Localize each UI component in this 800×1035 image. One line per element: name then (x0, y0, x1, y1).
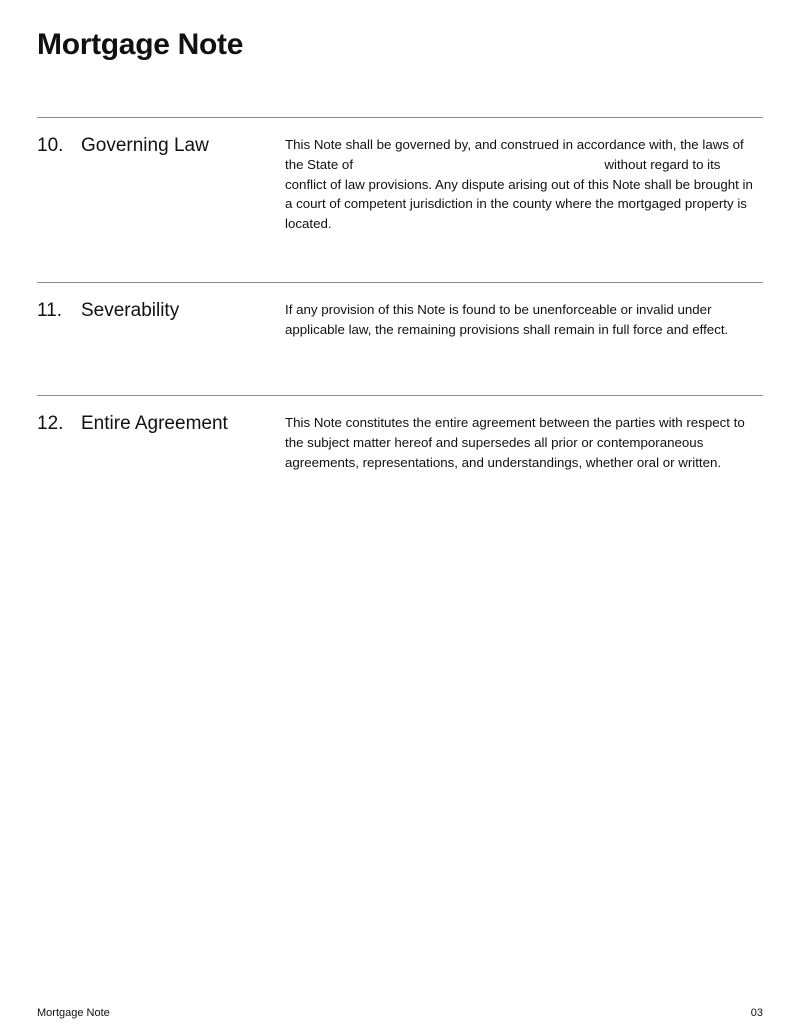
section-body: If any provision of this Note is found to be unenforceable or invalid under applicable law, the remaining provisions shall remain in full force and effect. (285, 302, 729, 337)
section-number: 11. (37, 300, 63, 321)
page-title: Mortgage Note (37, 28, 244, 61)
section-number: 10. (37, 135, 64, 156)
state-blank-field[interactable] (357, 158, 601, 172)
section-body (285, 135, 761, 234)
section-heading: Severability (81, 300, 180, 321)
section-body-text: This Note shall be governed by, and construed in accordance with, the laws of the State of (285, 137, 744, 172)
section-body-text: without regard to its conflict of law provisions. Any dispute arising out of this Note shall be brought in a court of competent jurisdiction in the county where the mortgaged property is located. (285, 156, 753, 232)
section-entire-agreement (37, 395, 763, 506)
section-heading: Governing Law (81, 135, 209, 156)
footer-page-number: 03 (750, 1007, 763, 1019)
section-governing-law (37, 117, 763, 283)
footer-title: Mortgage Note (37, 1007, 110, 1019)
section-number: 12. (37, 413, 64, 434)
section-body: This Note constitutes the entire agreement between the parties with respect to the subject matter hereof and supersedes all prior or contemporaneous agreements, representations, and understandings, whether oral or written. (285, 415, 745, 470)
section-heading: Entire Agreement (81, 413, 228, 434)
section-severability (37, 282, 763, 395)
